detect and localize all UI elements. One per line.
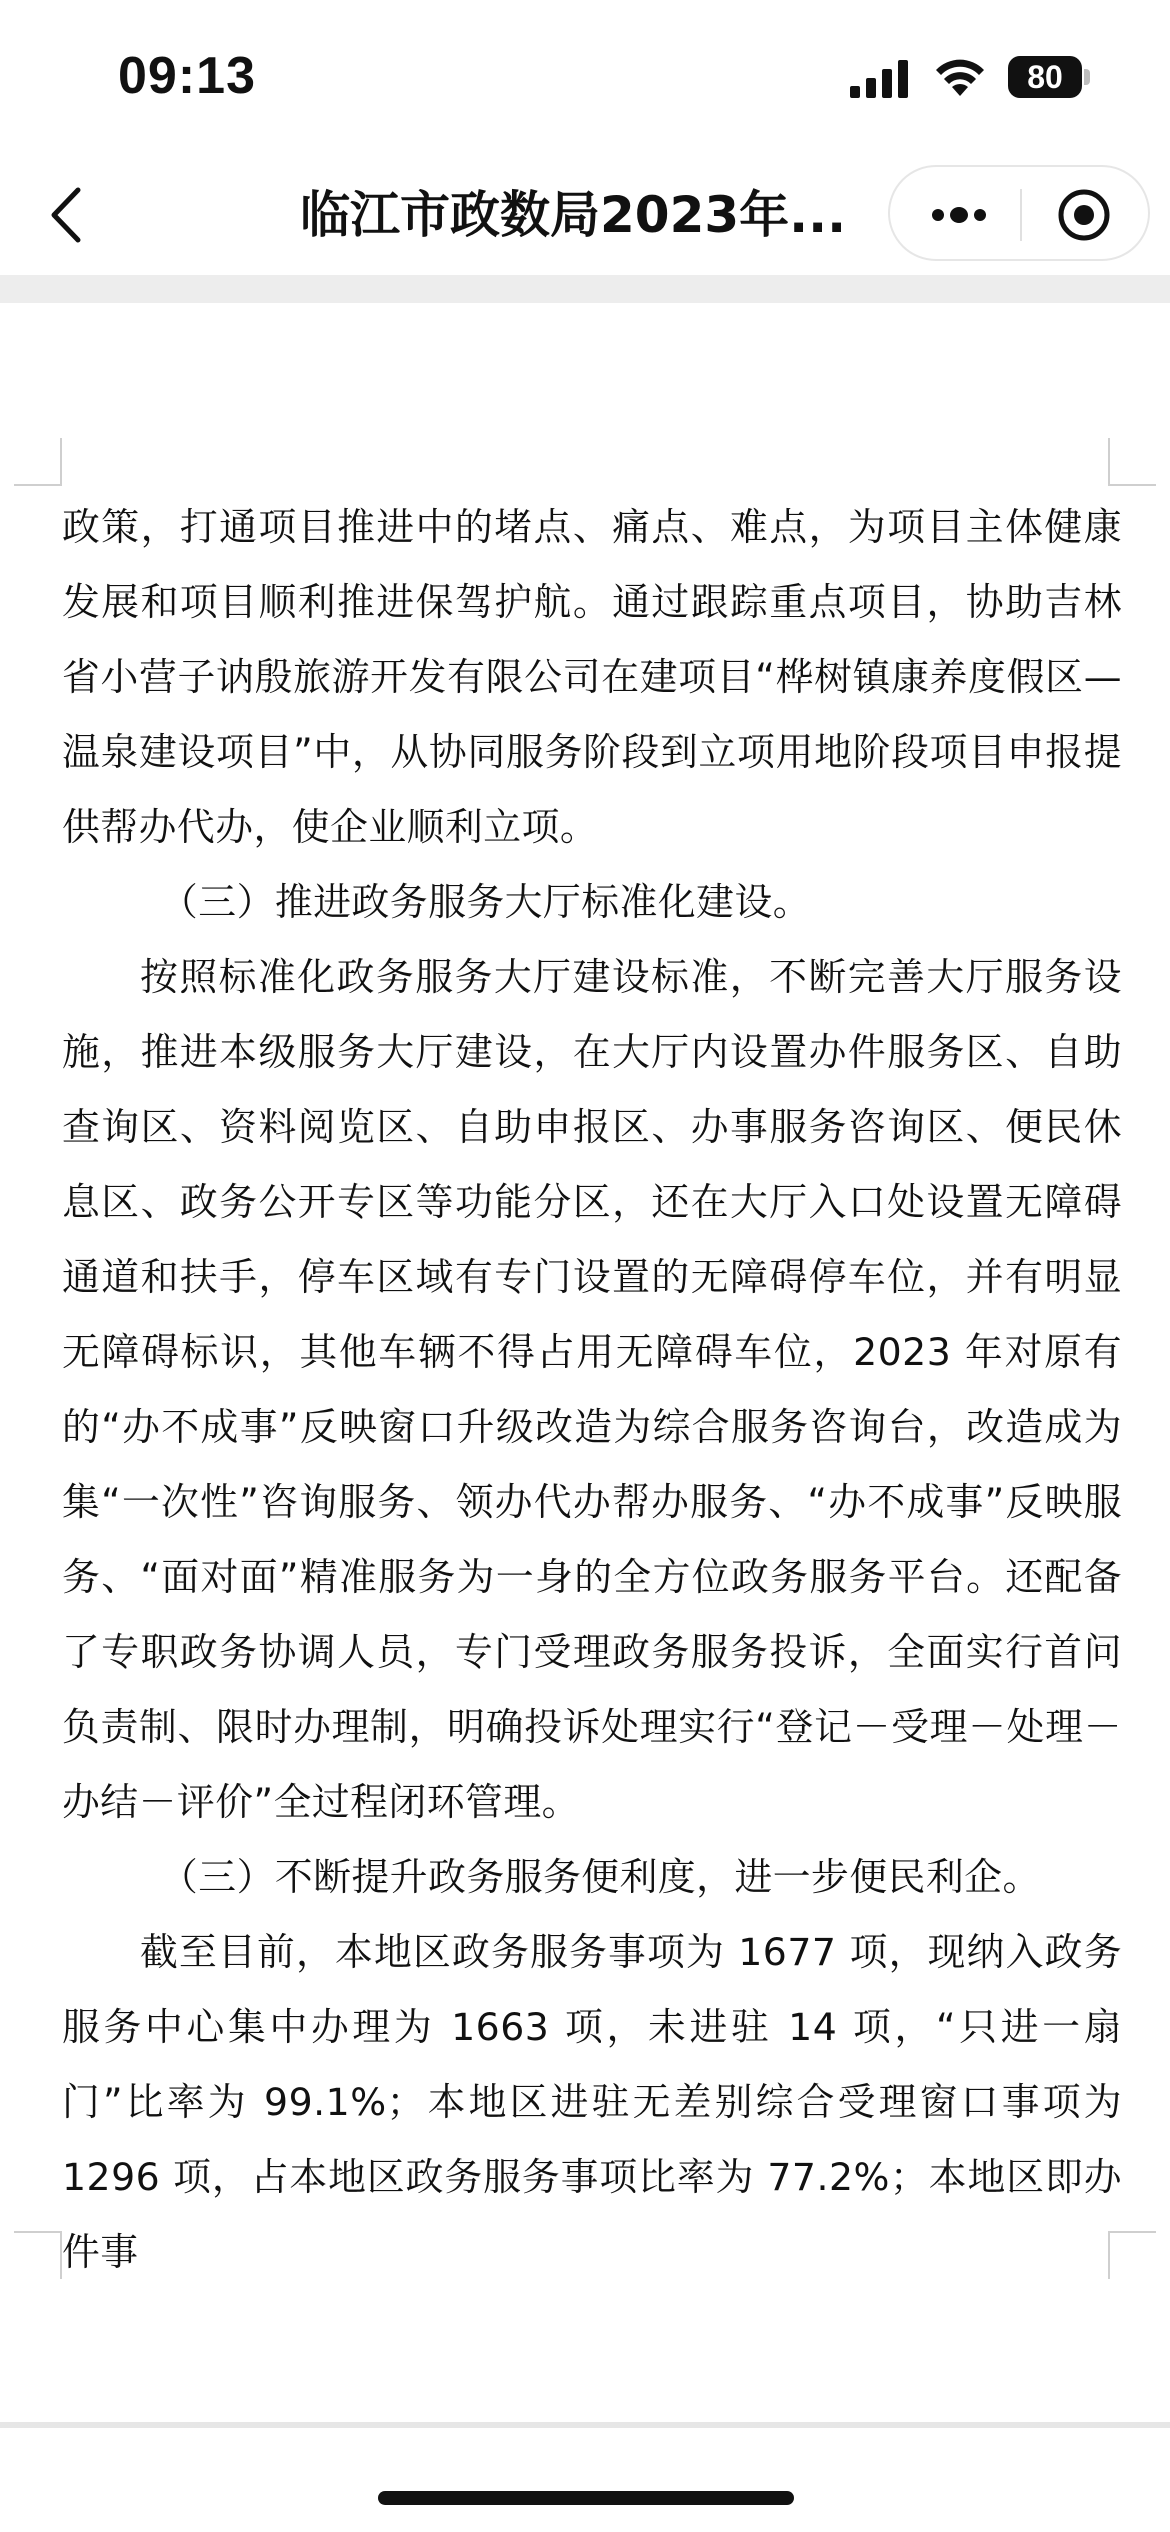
page-title: 临江市政数局2023年... — [300, 186, 847, 244]
more-dots-icon[interactable] — [928, 197, 990, 233]
crop-mark-top-right — [1108, 438, 1156, 486]
status-bar — [0, 0, 1170, 150]
home-indicator[interactable] — [378, 2491, 794, 2505]
battery-icon: 80 — [1008, 56, 1082, 98]
paragraph: 按照标准化政务服务大厅建设标准，不断完善大厅服务设施，推进本级服务大厅建设，在大厅内设置办件服务区、自助查询区、资料阅览区、自助申报区、办事服务咨询区、便民休息区、政务公开专区等功能分区，还在大厅入口处设置无障碍通道和扶手，停车区域有专门设置的无障碍停车位，并有明显无障碍标识，其他车辆不得占用无障碍车位，2023 年对原有的“办不成事”反映窗口升级改造为综合服务咨询台，改造成为集“一次性”咨询服务、领办代办帮办服务、“办不成事”反映服务、“面对面”精准服务为一身的全方位政务服务平台。还配备了专职政务协调人员，专门受理政务服务投诉，全面实行首问负责制、限时办理制，明确投诉处理实行“登记－受理－处理－办结－评价”全过程闭环管理。 — [62, 955, 1122, 1824]
status-time: 09:13 — [118, 47, 256, 105]
capsule-divider — [1020, 189, 1022, 241]
crop-mark-bottom-left — [14, 2231, 62, 2279]
paragraph: 截至目前，本地区政务服务事项为 1677 项，现纳入政务服务中心集中办理为 1663 项，未进驻 14 项，“只进一扇门”比率为 99.1%；本地区进驻无差别综合受理窗口事项为 1296 项，占本地区政务服务事项比率为 77.2%；本地区即办件事 — [62, 1930, 1122, 2274]
wifi-icon — [935, 56, 985, 96]
section-heading: （三）不断提升政务服务便利度，进一步便民利企。 — [160, 1855, 1041, 1899]
cellular-signal-icon — [850, 60, 910, 98]
header-separator — [0, 275, 1170, 303]
crop-mark-top-left — [14, 438, 62, 486]
nav-bar — [0, 150, 1170, 275]
document-page[interactable] — [0, 303, 1170, 2423]
back-chevron-icon[interactable] — [40, 180, 100, 250]
bottom-divider — [0, 2422, 1170, 2428]
document-text — [62, 490, 1122, 2290]
mini-program-capsule — [888, 165, 1150, 261]
battery-tip — [1084, 69, 1090, 85]
section-heading: （三）推进政务服务大厅标准化建设。 — [160, 880, 812, 924]
target-circle-icon[interactable] — [1056, 187, 1112, 243]
paragraph: 政策，打通项目推进中的堵点、痛点、难点，为项目主体健康发展和项目顺利推进保驾护航。通过跟踪重点项目，协助吉林省小营子讷殷旅游开发有限公司在建项目“桦树镇康养度假区—温泉建设项目”中，从协同服务阶段到立项用地阶段项目申报提供帮办代办，使企业顺利立项。 — [62, 505, 1122, 849]
